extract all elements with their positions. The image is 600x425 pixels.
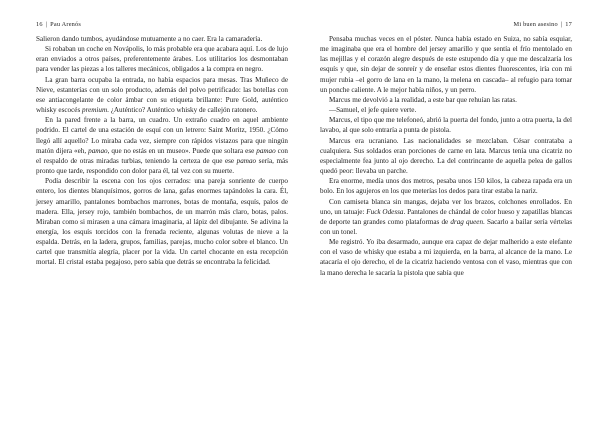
paragraph: [36, 115, 288, 176]
italic-text: Fuck Odessa: [366, 207, 404, 216]
paragraph: [36, 34, 288, 44]
text-run: . ¿Auténtico? Auténtico whisky de callejón ratonero.: [107, 106, 258, 115]
paragraph: [320, 115, 572, 135]
paragraph: [320, 34, 572, 95]
left-page-header: 16 | Pau Arenós: [36, 21, 82, 28]
italic-text: pamao: [88, 146, 108, 155]
text-run: Con camiseta blanca sin mangas, dejaba ver los brazos, colchones enrollados. En uno, un tatuaje:: [320, 197, 572, 216]
text-run: La gran barra ocupaba la entrada, no había espacios para mesas. Tras Muñeco de Nieve, estanterías con un solo producto, además del polvo petrificado: las botellas con ese antiacongelante de color ámbar con su etiqueta brillante: Pure Gold, auténtico whisky escocés: [36, 75, 288, 115]
paragraph: [320, 197, 572, 238]
text-run: Era enorme, medía unos dos metros, pesaba unos 150 kilos, la cabeza rapada era un bolo. En los agujeros en los que meterías los dedos para tirar estaba la nariz.: [320, 177, 572, 196]
paragraph: [320, 95, 572, 105]
text-run: Marcus me devolvió a la realidad, a este bar que rehuían las ratas.: [329, 95, 517, 104]
right-page-body: [320, 34, 572, 278]
italic-text: pamao: [256, 146, 276, 155]
text-run: . Pantalones de chándal de color hueso y zapatillas blancas de deporte tan grandes como plataformas de: [320, 207, 572, 226]
text-run: Salieron dando tumbos, ayudándose mutuamente a no caer. Era la camaradería.: [36, 35, 263, 43]
text-run: En la pared frente a la barra, un cuadro. Un extraño cuadro en aquel ambiente podrido. El cartel de una estación de esquí con un letrero: Saint Moritz, 1950. ¿Cómo llegó allí aquello? Lo miraba cada vez, siempre con rápidos vistazos para que ningún matón dijera «eh,: [36, 116, 288, 155]
text-run: Si robaban un coche en Novápolis, lo más probable era que acabara aquí. Los de lujo eran enviados a otros países, preferentemente árabes. Los utilitarios los desmontaban para vender las piezas a los talleres mecánicos, obligados a la compra en negro.: [36, 45, 288, 74]
page-number: 17: [565, 21, 572, 28]
left-page: [36, 20, 288, 268]
text-run: , que no estás en un museo». Puede que soltara ese: [107, 146, 257, 155]
text-run: Podía describir la escena con los ojos cerrados: una pareja sonriente de cuerpo entero, los dientes blanquísimos, gorros de lana, gafas enormes tapándoles la cara. Él, jersey amarillo, pantalones bombachos marrones, botas de montaña, esquís, palos de madera. Ella, jersey rojo, también bombachos, de un marrón más claro, botas, palos. Miraban como si mirasen a una cámara imaginaria, al lápiz del dibujante. Se adivina la energía, los esquís torcidos con la frenada reciente, algunas volutas de nieve a la espalda. Detrás, en la ladera, grupos, familias, parejas, mucho color sobre el blanco. Un cartel que transmitía alegría, placer por la vida. Un cartel chocante en esta recepción mortal. El cristal estaba pegajoso, pero sabía que detrás se encontraba la felicidad.: [36, 177, 288, 267]
italic-text: drag queen: [450, 217, 484, 226]
italic-text: premium: [82, 106, 108, 115]
text-run: —Samuel, el jefe quiere verte.: [329, 106, 417, 115]
paragraph: [36, 176, 288, 267]
right-page: [320, 20, 572, 278]
text-run: sería, más pronto que tarde, respondido con dolor para él, tal vez con su muerte.: [36, 156, 289, 176]
running-head: Mi buen asesino: [513, 21, 558, 28]
text-run: Marcus era ucraniano. Las nacionalidades se mezclaban. César contrataba a cualquiera. Sus soldados eran porciones de carne en lata. Marcus tenía una cicatriz no especialmente fea junto al ojo derecho. La del contrincante de aquella pelea de gallos quedó peor: llevaba un parche.: [320, 136, 572, 176]
paragraph: [320, 136, 572, 177]
running-head: Pau Arenós: [50, 21, 82, 28]
text-run: Marcus, el tipo que me telefoneó, abrió la puerta del fondo, junto a otra puerta, la del lavabo, al que solo entraría a punta de pistola.: [320, 116, 572, 135]
italic-text: pamao: [236, 156, 257, 165]
paragraph: [320, 105, 572, 115]
page-number: 16: [36, 21, 43, 28]
text-run: Pensaba muchas veces en el póster. Nunca había estado en Suiza, no sabía esquiar, me imaginaba que era el hombre del jersey amarillo y que sentía el frío mentolado en las mejillas y el corazón alegre después de este estupendo día y que me descalzaría los esquís y que, sin dejar de sonreír y de enseñar estos dientes fluorescentes, iría con mi mujer rubia –el gorro de lana en la mano, la melena en cascada– al refugio para tomar un ponche caliente. A le mejor había niños, y un perro.: [320, 35, 572, 94]
right-page-header: Mi buen asesino | 17: [513, 21, 572, 28]
text-run: Me registró. Yo iba desarmado, aunque era capaz de dejar malherido a este elefante con el vaso de whisky que estaba a mi izquierda, en la barra, al alcance de la mano. Le atacaría el ojo derecho, el de la cicatriz haciendo ventosa con el vaso, mientras que con la mano derecha le sacaría la pistola que sabía que: [320, 238, 572, 277]
paragraph: [36, 75, 288, 116]
text-run: . Sacarlo a bailar sería vértelas con un tonel.: [320, 217, 573, 236]
paragraph: [36, 44, 288, 74]
paragraph: [320, 176, 572, 196]
left-page-body: [36, 34, 288, 268]
text-run: con el respaldo de otras miradas turbias, teniendo la certeza de que ese: [36, 146, 288, 165]
paragraph: [320, 237, 572, 278]
